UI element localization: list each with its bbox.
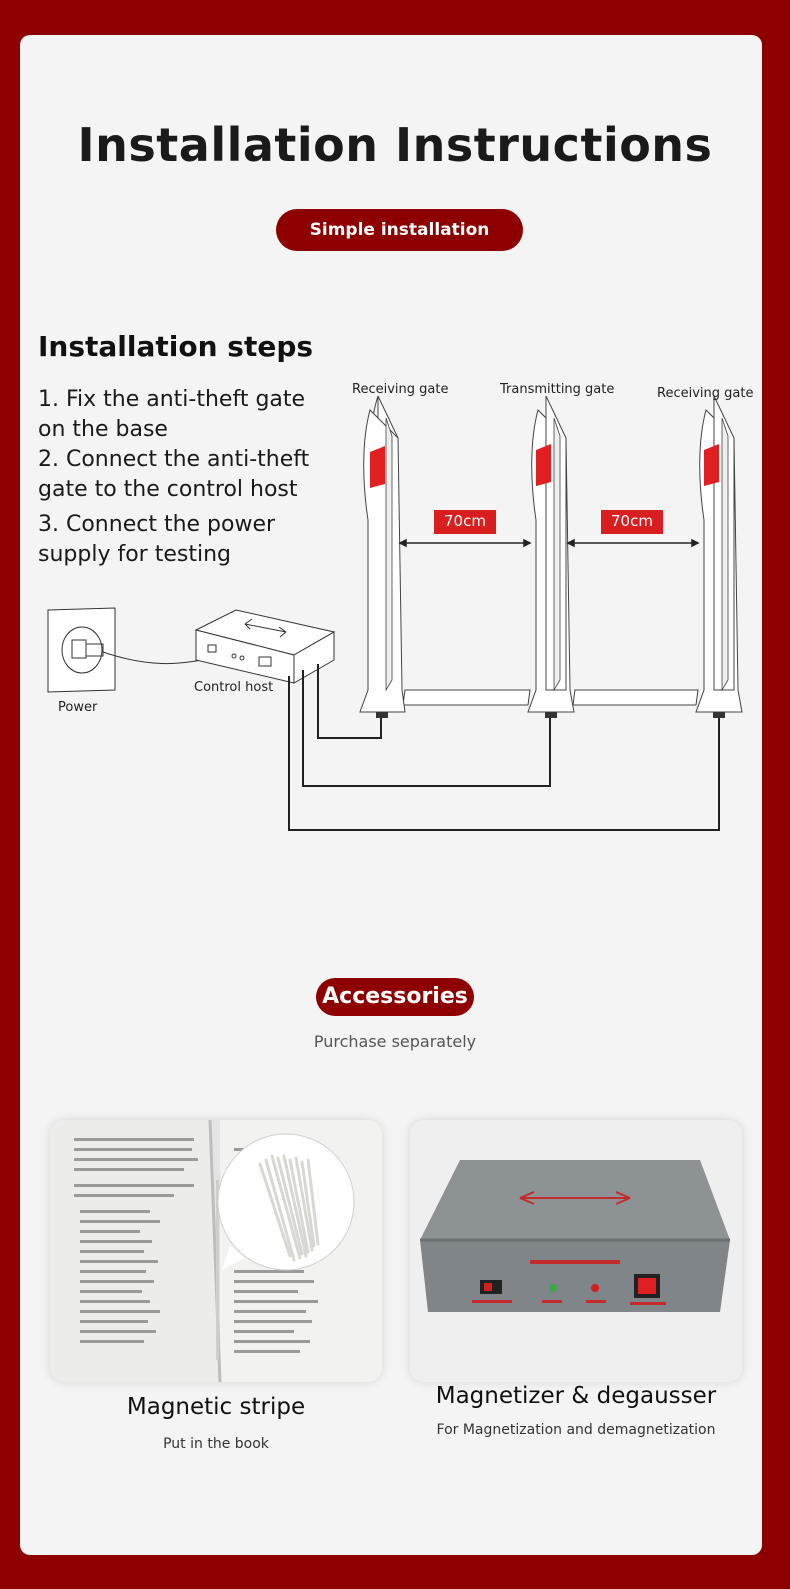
distance-label-right: 70cm xyxy=(611,512,653,530)
page-title: Installation Instructions xyxy=(77,118,713,172)
label-transmitting-gate: Transmitting gate xyxy=(500,382,615,397)
distance-label-left: 70cm xyxy=(444,512,486,530)
transmitting-gate xyxy=(528,396,574,718)
magnetizer-degausser-image xyxy=(410,1120,742,1382)
accessories-subtitle: Purchase separately xyxy=(313,1032,477,1051)
steps-heading: Installation steps xyxy=(38,330,314,363)
label-control-host: Control host xyxy=(194,680,274,695)
label-receiving-gate-left: Receiving gate xyxy=(352,382,449,397)
control-host-icon xyxy=(196,610,334,683)
label-receiving-gate-right: Receiving gate xyxy=(657,386,754,401)
simple-installation-badge: Simple installation xyxy=(276,209,523,251)
receiving-gate-right xyxy=(696,396,742,718)
product-title-magnetizer: Magnetizer & degausser xyxy=(435,1383,717,1409)
accessories-badge: Accessories xyxy=(316,978,474,1016)
product-title-magnetic-stripe: Magnetic stripe xyxy=(126,1394,306,1420)
magnetic-stripe-image xyxy=(50,1120,382,1382)
step-3: 3. Connect the power supply for testing xyxy=(38,512,276,567)
receiving-gate-left xyxy=(360,396,405,718)
power-socket-icon xyxy=(48,608,115,692)
step-1: 1. Fix the anti-theft gate on the base xyxy=(38,387,306,442)
step-2: 2. Connect the anti-theft gate to the control host xyxy=(38,447,310,502)
product-subtitle-magnetizer: For Magnetization and demagnetization xyxy=(436,1422,716,1438)
label-power: Power xyxy=(58,700,98,715)
product-subtitle-magnetic-stripe: Put in the book xyxy=(163,1436,269,1452)
